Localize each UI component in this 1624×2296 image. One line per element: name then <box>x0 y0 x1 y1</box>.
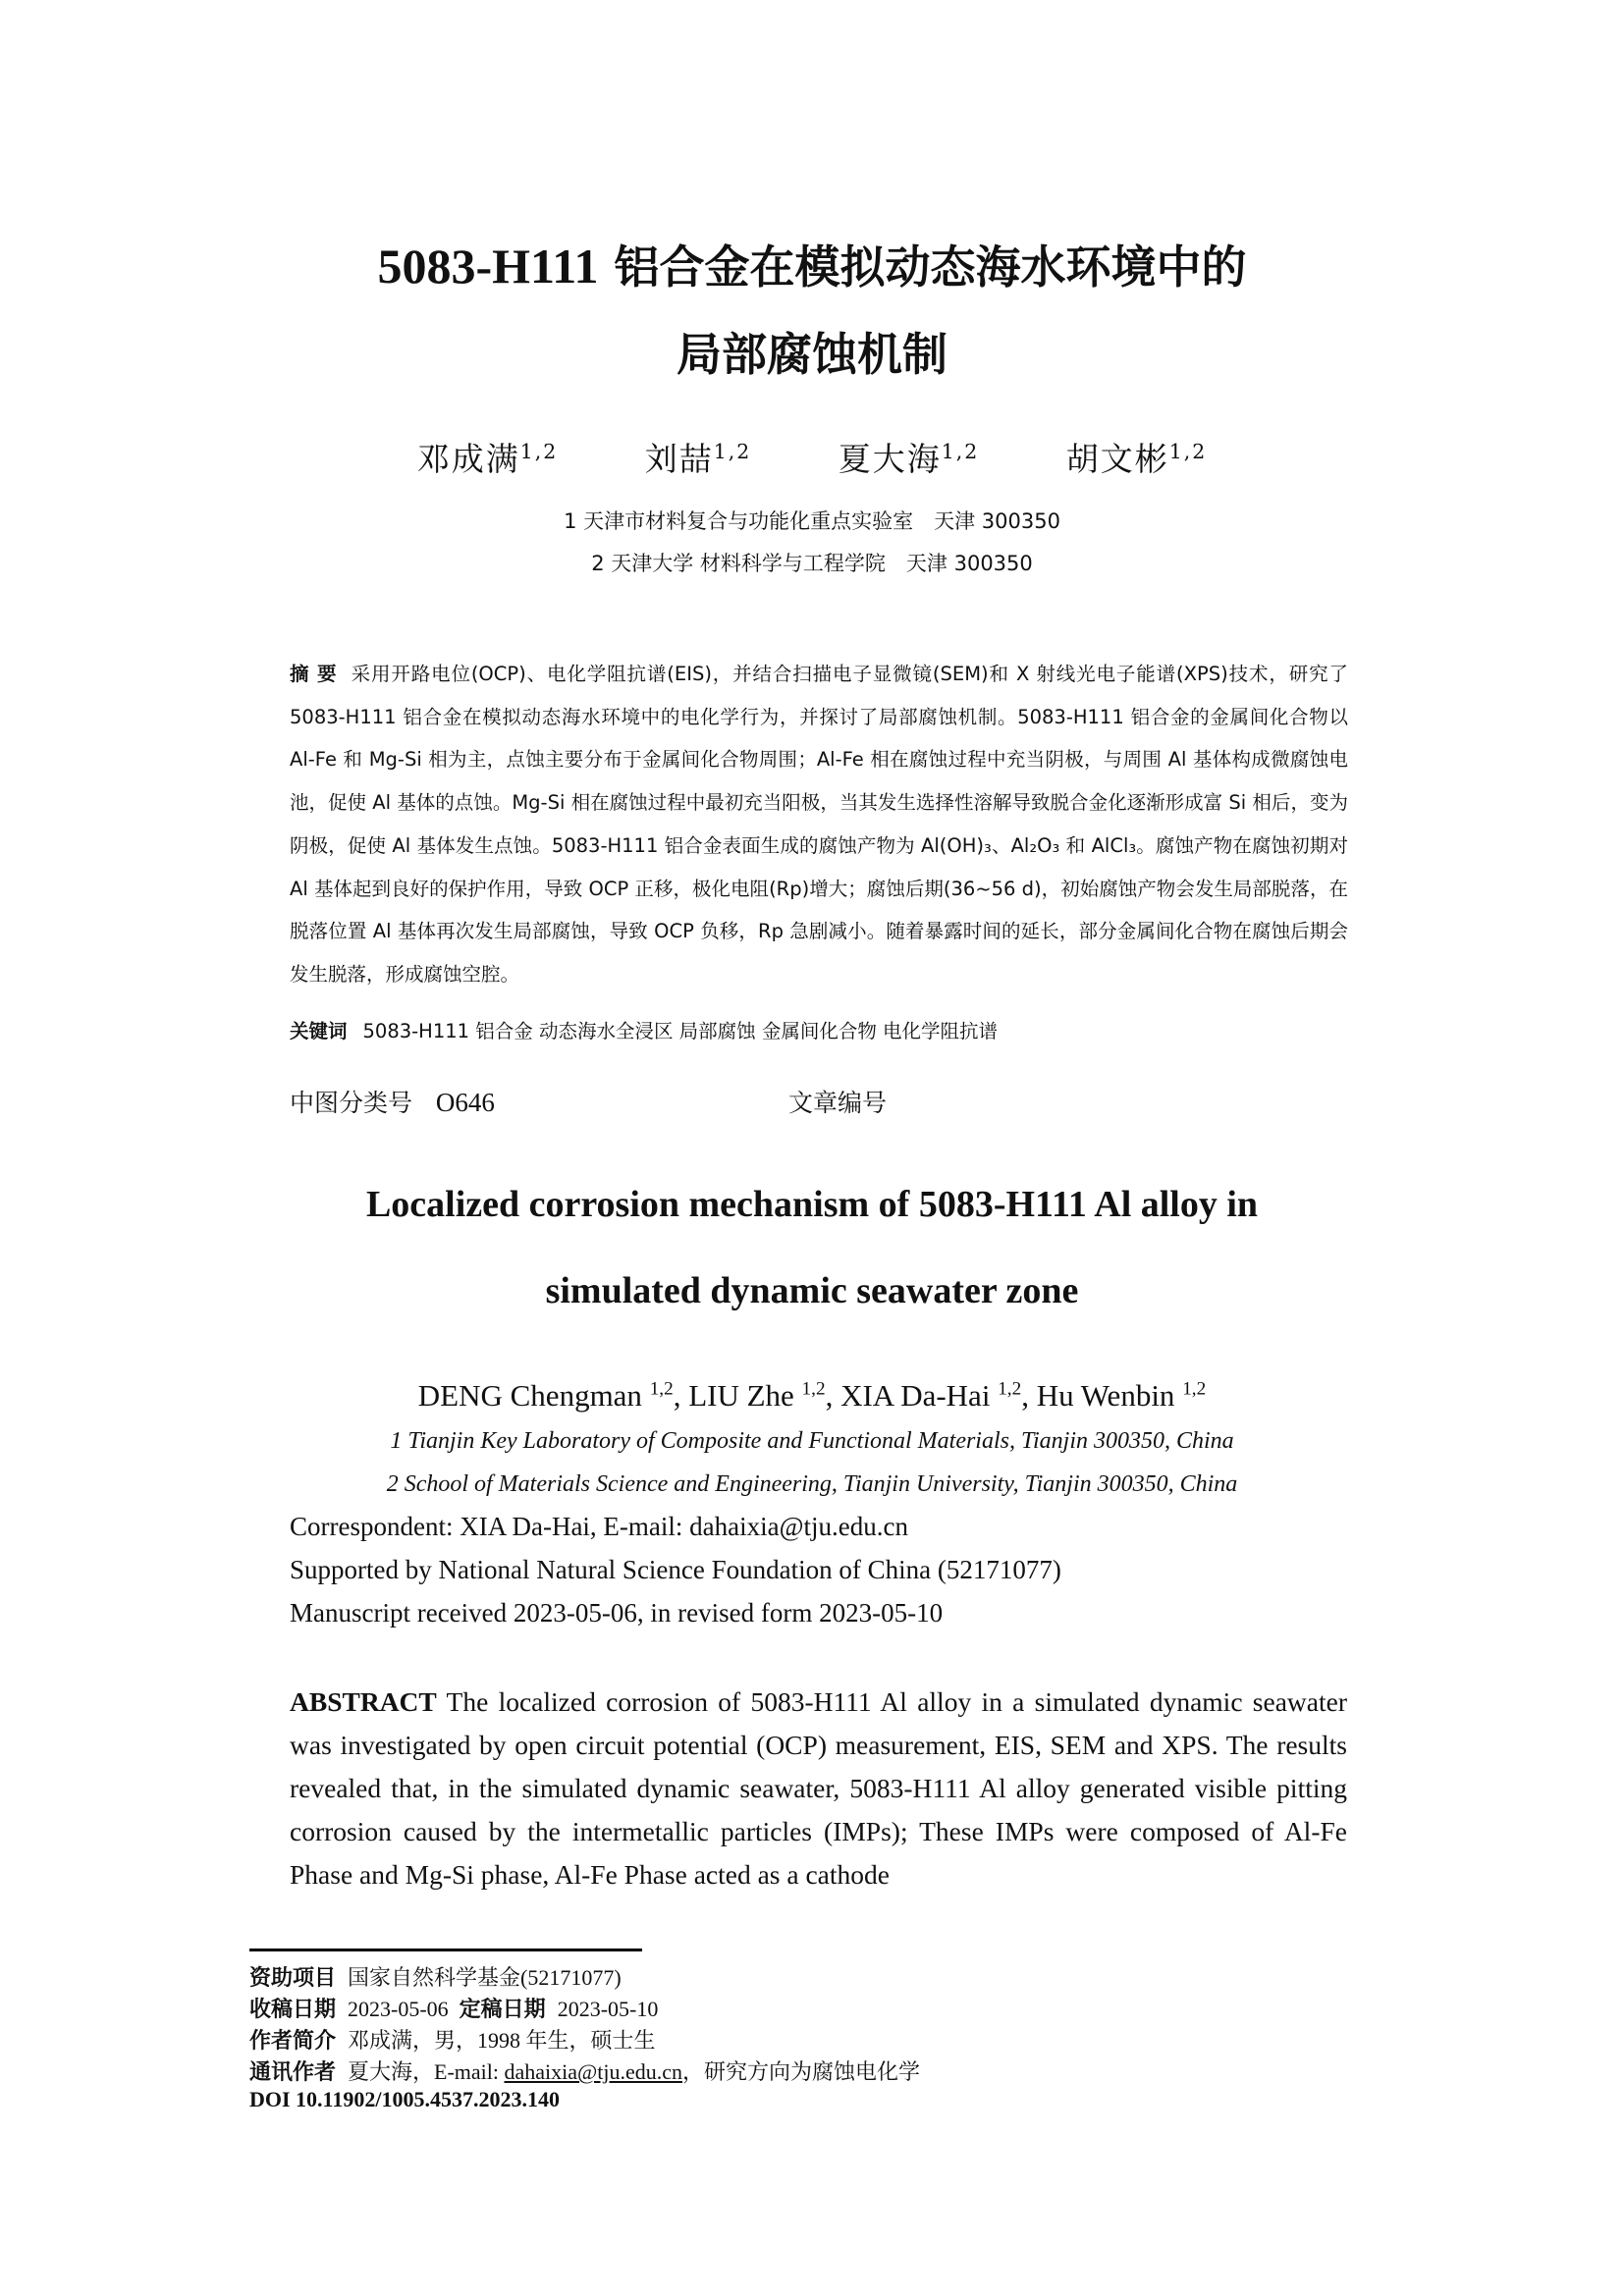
email-link[interactable]: dahaixia@tju.edu.cn <box>504 2059 683 2084</box>
author-cn: 邓成满$^{1,2}$ <box>416 440 559 478</box>
abstract-cn-label: 摘 要 <box>290 663 338 685</box>
abstract-en <box>290 1681 1347 1896</box>
clc-label: 中图分类号 <box>290 1089 413 1117</box>
footnote-dates: 收稿日期 2023-05-06 定稿日期 2023-05-10 <box>249 1997 659 2022</box>
supported-by: Supported by National Natural Science Foundation of China (52171077) <box>290 1555 1061 1584</box>
abstract-cn <box>290 653 1348 996</box>
clc-value: O646 <box>435 1088 495 1117</box>
abstract-cn-text: 采用开路电位(OCP)、电化学阻抗谱(EIS)，并结合扫描电子显微镜(SEM)和 X 射线光电子能谱(XPS)技术，研究了 5083-H111 铝合金在模拟动态海水环境中的电化学行为，并探讨了局部腐蚀机制。5083-H111 铝合金的金属间化合物以 Al-Fe 和 Mg-Si 相为主，点蚀主要分布于金属间化合物周围；Al-Fe 相在腐蚀过程中充当阴极，与周围 Al 基体构成微腐蚀电池，促使 Al 基体的点蚀。Mg-Si 相在腐蚀过程中最初充当阳极，当其发生选择性溶解导致脱合金化逐渐形成富 Si 相后，变为阴极，促使 Al 基体发生点蚀。5083-H111 铝合金表面生成的腐蚀产物为 Al(OH)₃、Al₂O₃ 和 AlCl₃。腐蚀产物在腐蚀初期对 Al 基体起到良好的保护作用，导致 OCP 正移，极化电阻(Rp)增大；腐蚀后期(36~56 d)，初始腐蚀产物会发生局部脱落，在脱落位置 Al 基体再次发生局部腐蚀，导致 OCP 负移，Rp 急剧减小。随着暴露时间的延长，部分金属间化合物在腐蚀后期会发生脱落，形成腐蚀空腔。 <box>290 663 1348 986</box>
title-cn-line1 <box>0 232 1624 296</box>
author-en: Hu Wenbin <box>1036 1378 1175 1413</box>
footnote-doi: DOI 10.11902/1005.4537.2023.140 <box>249 2087 560 2111</box>
correspondent: Correspondent: XIA Da-Hai, E-mail: dahaixia@tju.edu.cn <box>290 1512 908 1541</box>
abstract-en-text: The localized corrosion of 5083-H111 Al alloy in a simulated dynamic seawater was investigated by open circuit potential (OCP) measurement, EIS, SEM and XPS. The results revealed that, in the simulated dynamic seawater, 5083-H111 Al alloy generated visible pitting corrosion caused by the intermetallic particles (IMPs); These IMPs were composed of Al-Fe Phase and Mg-Si phase, Al-Fe Phase acted as a cathode <box>290 1686 1347 1890</box>
title-cn-line2: 局部腐蚀机制 <box>677 328 947 381</box>
affiliation-cn-2: 2 天津大学 材料科学与工程学院 天津 300350 <box>591 552 1033 575</box>
article-number-label: 文章编号 <box>788 1089 888 1117</box>
keywords-text: 5083-H111 铝合金 动态海水全浸区 局部腐蚀 金属间化合物 电化学阻抗谱 <box>362 1020 999 1042</box>
affiliation-en-1: 1 Tianjin Key Laboratory of Composite and Functional Materials, Tianjin 300350, China <box>390 1428 1234 1454</box>
author-cn: 夏大海$^{1,2}$ <box>838 440 980 478</box>
author-en: LIU Zhe <box>688 1378 794 1413</box>
author-cn: 刘喆$^{1,2}$ <box>644 440 752 478</box>
authors-cn <box>0 434 1624 480</box>
author-cn: 胡文彬$^{1,2}$ <box>1065 440 1208 478</box>
author-en: XIA Da-Hai <box>840 1378 991 1413</box>
title-cn-alloy: 5083-H111 <box>377 239 599 294</box>
footnote-funding: 资助项目 国家自然科学基金(52171077) <box>249 1965 622 1991</box>
author-en: DENG Chengman <box>417 1378 642 1413</box>
classification <box>290 1084 495 1119</box>
keywords-cn <box>290 1016 998 1043</box>
title-cn-line1-text: 铝合金在模拟动态海水环境中的 <box>598 240 1247 294</box>
footnote-correspondent: 通讯作者 夏大海，E-mail: dahaixia@tju.edu.cn，研究方向为腐蚀电化学 <box>249 2059 921 2085</box>
keywords-label: 关键词 <box>290 1020 348 1042</box>
abstract-en-label: ABSTRACT <box>290 1686 437 1717</box>
footnote-divider <box>249 1949 642 1951</box>
manuscript-dates: Manuscript received 2023-05-06, in revised form 2023-05-10 <box>290 1598 944 1628</box>
title-en-line1: Localized corrosion mechanism of 5083-H111 Al alloy in <box>365 1184 1259 1225</box>
authors-en: DENG Chengman $^{1,2}$, LIU Zhe $^{1,2}$, XIA Da-Hai $^{1,2}$, Hu Wenbin $^{1,2}$ <box>417 1378 1207 1413</box>
title-en-line2: simulated dynamic seawater zone <box>545 1270 1079 1311</box>
footnote-author: 作者简介 邓成满，男，1998 年生，硕士生 <box>249 2028 656 2054</box>
affiliation-cn-1: 1 天津市材料复合与功能化重点实验室 天津 300350 <box>564 509 1060 533</box>
affiliation-en-2: 2 School of Materials Science and Engineering, Tianjin University, Tianjin 300350, China <box>386 1471 1238 1497</box>
